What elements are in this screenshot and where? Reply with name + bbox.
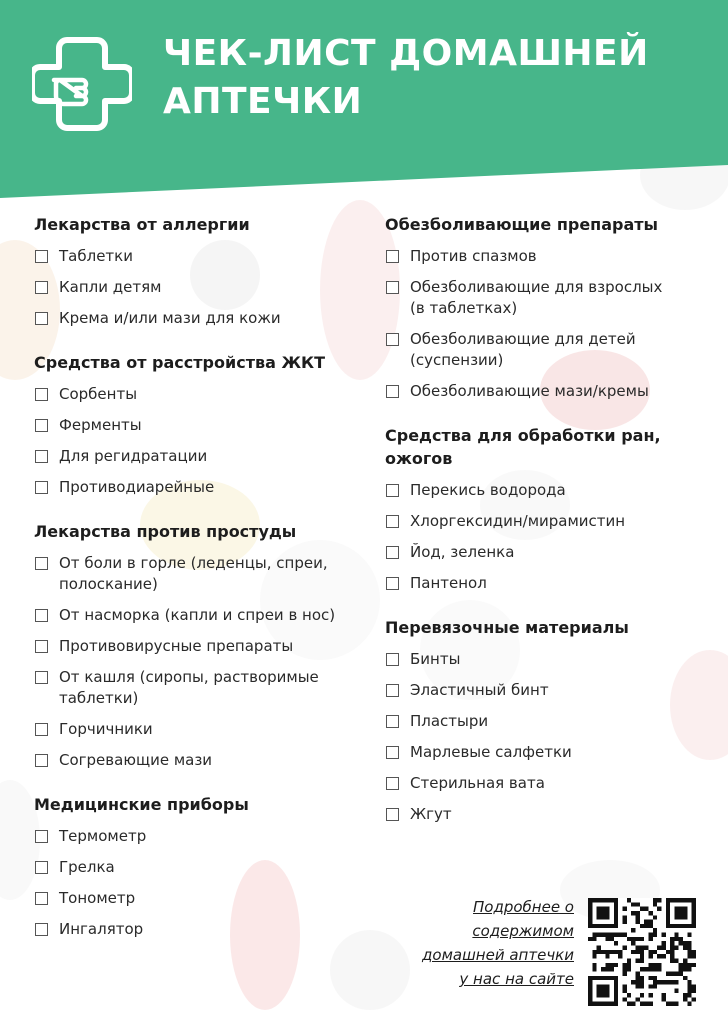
checkbox[interactable] (35, 388, 48, 401)
checkbox[interactable] (35, 557, 48, 570)
checklist-item-label: Ингалятор (59, 920, 144, 938)
checklist-item[interactable] (385, 381, 705, 402)
checklist-item-label: Стерильная вата (410, 774, 545, 792)
checkbox[interactable] (35, 892, 48, 905)
checklist-item-label: Тонометр (59, 889, 136, 907)
checklist-item-label: Эластичный бинт (410, 681, 549, 699)
checkbox[interactable] (386, 281, 399, 294)
checklist-item-label: Противодиарейные (59, 478, 215, 496)
section-title: Перевязочные материалы (385, 618, 629, 637)
checkbox[interactable] (35, 312, 48, 325)
checklist-item-label: Йод, зеленка (410, 543, 515, 561)
checklist-item[interactable] (385, 511, 705, 532)
checklist-item[interactable] (385, 573, 705, 594)
checkbox[interactable] (386, 653, 399, 666)
checkbox[interactable] (35, 861, 48, 874)
promo-line-2: содержимом (472, 922, 574, 940)
checklist-item[interactable] (385, 480, 705, 501)
page-title (163, 30, 649, 126)
checklist-item[interactable] (34, 605, 364, 626)
checklist-section (385, 213, 705, 402)
checklist-item-label: Сорбенты (59, 385, 138, 403)
checklist-item-label: Пантенол (410, 574, 487, 592)
checklist-item-label: От боли в горле (леденцы, спреи, полоскание) (59, 554, 328, 593)
checklist-item[interactable] (385, 246, 705, 267)
checkbox[interactable] (35, 281, 48, 294)
section-title: Обезболивающие препараты (385, 215, 659, 234)
checklist-item[interactable] (385, 277, 705, 319)
qr-code-icon[interactable] (588, 898, 696, 1006)
checklist-item[interactable] (34, 384, 364, 405)
promo-line-3: домашней аптечки (422, 946, 574, 964)
checklist-item[interactable] (34, 446, 364, 467)
checkbox[interactable] (35, 250, 48, 263)
right-column (385, 213, 705, 847)
checklist-item[interactable] (34, 919, 364, 940)
checkbox[interactable] (386, 777, 399, 790)
checkbox[interactable] (35, 671, 48, 684)
checklist-item-label: Хлоргексидин/мирамистин (410, 512, 626, 530)
checklist-item-label: Капли детям (59, 278, 162, 296)
promo-line-1: Подробнее о (473, 898, 574, 916)
checklist-section (34, 351, 364, 498)
checklist-item[interactable] (385, 680, 705, 701)
checklist-item[interactable] (34, 857, 364, 878)
checkbox[interactable] (35, 450, 48, 463)
checklist-section (385, 424, 705, 594)
checkbox[interactable] (35, 609, 48, 622)
checklist-item[interactable] (34, 636, 364, 657)
checklist-item[interactable] (385, 742, 705, 763)
checklist-item-label: Для регидратации (59, 447, 208, 465)
checkbox[interactable] (386, 484, 399, 497)
checkbox[interactable] (35, 754, 48, 767)
checkbox[interactable] (35, 830, 48, 843)
section-title: Средства для обработки ран, ожогов (385, 426, 661, 468)
checklist-item-label: Марлевые салфетки (410, 743, 572, 761)
checklist-item[interactable] (34, 415, 364, 436)
checklist-item[interactable] (34, 246, 364, 267)
checkbox[interactable] (35, 481, 48, 494)
checklist-item-label: Против спазмов (410, 247, 537, 265)
medical-cross-hand-icon (32, 34, 132, 134)
checkbox[interactable] (35, 923, 48, 936)
checklist-item-label: Бинты (410, 650, 461, 668)
checklist-item[interactable] (34, 277, 364, 298)
checklist-section (34, 520, 364, 771)
checklist-item-label: Горчичники (59, 720, 153, 738)
checklist-item-label: Термометр (59, 827, 147, 845)
checklist-item[interactable] (34, 719, 364, 740)
checklist-item-label: Обезболивающие для взрослых (в таблетках) (410, 278, 663, 317)
checklist-item-label: Пластыри (410, 712, 489, 730)
checklist-item[interactable] (34, 888, 364, 909)
checkbox[interactable] (386, 746, 399, 759)
promo-line-4: у нас на сайте (459, 970, 574, 988)
section-title: Лекарства от аллергии (34, 215, 250, 234)
checklist-item-label: Таблетки (59, 247, 133, 265)
checkbox[interactable] (386, 385, 399, 398)
website-promo-text[interactable] (398, 895, 574, 991)
checkbox[interactable] (386, 250, 399, 263)
checklist-item[interactable] (34, 553, 364, 595)
checklist-item-label: Перекись водорода (410, 481, 566, 499)
page-title-line-1: ЧЕК-ЛИСТ ДОМАШНЕЙ (163, 33, 649, 74)
checkbox[interactable] (35, 723, 48, 736)
checklist-item-label: Грелка (59, 858, 115, 876)
checkbox[interactable] (35, 640, 48, 653)
left-column (34, 213, 364, 962)
checklist-item[interactable] (34, 750, 364, 771)
checklist-section (34, 793, 364, 940)
checklist-item-label: Согревающие мази (59, 751, 213, 769)
checkbox[interactable] (386, 715, 399, 728)
checklist-item[interactable] (34, 308, 364, 329)
section-title: Медицинские приборы (34, 795, 249, 814)
checkbox[interactable] (35, 419, 48, 432)
checkbox[interactable] (386, 808, 399, 821)
checklist-item-label: От насморка (капли и спреи в нос) (59, 606, 336, 624)
checklist-item[interactable] (385, 804, 705, 825)
checklist-item[interactable] (385, 329, 705, 371)
section-title: Лекарства против простуды (34, 522, 297, 541)
checklist-item-label: Противовирусные препараты (59, 637, 294, 655)
page-title-line-2: АПТЕЧКИ (163, 81, 363, 122)
checklist-item[interactable] (385, 649, 705, 670)
checklist-section (385, 616, 705, 825)
checkbox[interactable] (386, 546, 399, 559)
checklist-section (34, 213, 364, 329)
section-title: Средства от расстройства ЖКТ (34, 353, 326, 372)
checklist-item[interactable] (34, 477, 364, 498)
checklist-item-label: Обезболивающие для детей (суспензии) (410, 330, 636, 369)
checklist-item[interactable] (385, 711, 705, 732)
checklist-item[interactable] (385, 773, 705, 794)
checklist-item[interactable] (385, 542, 705, 563)
checklist-item-label: Обезболивающие мази/кремы (410, 382, 649, 400)
checklist-item-label: От кашля (сиропы, растворимые таблетки) (59, 668, 319, 707)
checklist-item-label: Крема и/или мази для кожи (59, 309, 281, 327)
checkbox[interactable] (386, 577, 399, 590)
checklist-item-label: Жгут (410, 805, 452, 823)
checkbox[interactable] (386, 515, 399, 528)
checklist-item[interactable] (34, 667, 364, 709)
checkbox[interactable] (386, 333, 399, 346)
checklist-item-label: Ферменты (59, 416, 142, 434)
checkbox[interactable] (386, 684, 399, 697)
checklist-item[interactable] (34, 826, 364, 847)
